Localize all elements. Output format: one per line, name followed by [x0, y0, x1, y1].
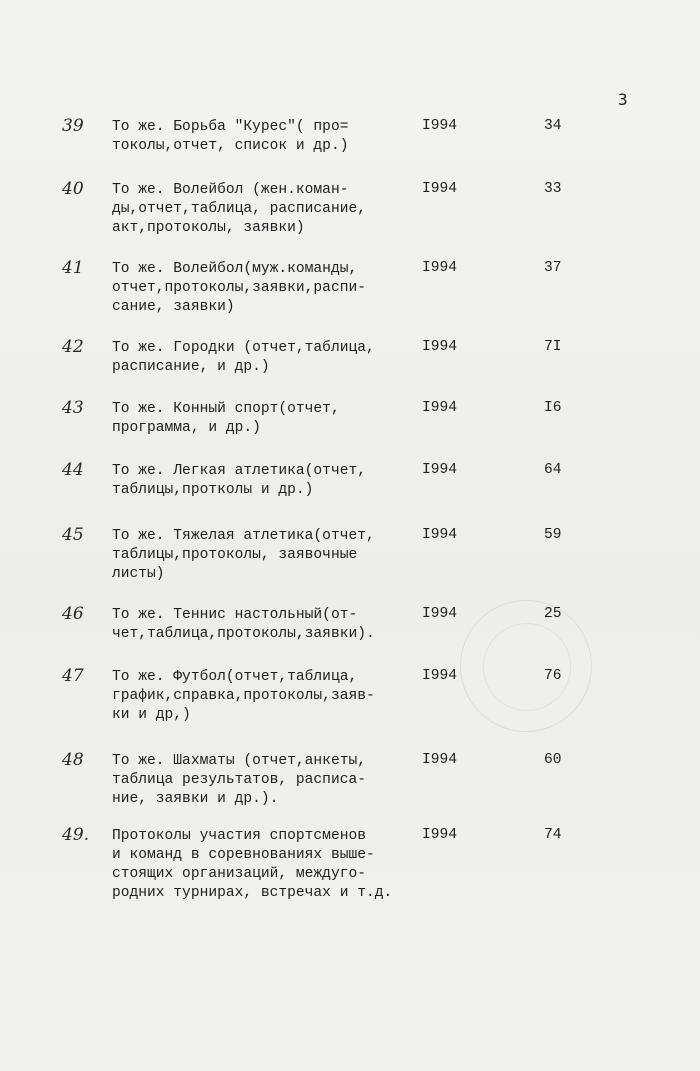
description-line: отчет,протоколы,заявки,распи-: [112, 280, 366, 296]
description-line: ние, заявки и др.).: [112, 791, 279, 807]
entry-year: I994: [422, 400, 458, 416]
entry-number: 46: [62, 604, 84, 624]
description-line: сание, заявки): [112, 299, 235, 315]
entry-sheet-count: 34: [544, 118, 562, 134]
description-line: и команд в соревнованиях выше-: [112, 847, 375, 863]
description-line: программа, и др.): [112, 420, 261, 436]
description-line: токолы,отчет, список и др.): [112, 138, 349, 154]
entry-number: 40: [62, 179, 84, 199]
entry-year: I994: [422, 527, 458, 543]
entry-description: [112, 752, 412, 809]
entry-description: [112, 827, 412, 903]
entry-description: [112, 527, 412, 584]
entry-number: 47: [62, 666, 84, 686]
entry-sheet-count: 60: [544, 752, 562, 768]
entry-sheet-count: 59: [544, 527, 562, 543]
entry-number: 39: [62, 116, 84, 136]
entry-year: I994: [422, 827, 458, 843]
entry-number: 49.: [62, 825, 90, 845]
description-line: график,справка,протоколы,заяв-: [112, 688, 375, 704]
description-line: То же. Шахматы (отчет,анкеты,: [112, 753, 366, 769]
description-line: таблицы,протоколы, заявочные: [112, 547, 358, 563]
entry-number: 48: [62, 750, 84, 770]
description-line: расписание, и др.): [112, 359, 270, 375]
description-line: акт,протоколы, заявки): [112, 220, 305, 236]
description-line: стоящих организаций, междуго-: [112, 866, 366, 882]
entry-sheet-count: 7I: [544, 339, 562, 355]
entry-sheet-count: 33: [544, 181, 562, 197]
entry-description: [112, 118, 412, 156]
entry-year: I994: [422, 606, 458, 622]
entry-number: 42: [62, 337, 84, 357]
entry-number: 43: [62, 398, 84, 418]
entry-description: [112, 339, 412, 377]
description-line: То же. Борьба "Курес"( про=: [112, 119, 349, 135]
description-line: То же. Конный спорт(отчет,: [112, 401, 340, 417]
entry-description: [112, 606, 412, 644]
description-line: чет,таблица,протоколы,заявки).: [112, 626, 375, 642]
entry-description: [112, 400, 412, 438]
entry-sheet-count: 74: [544, 827, 562, 843]
entry-year: I994: [422, 118, 458, 134]
entry-number: 44: [62, 460, 84, 480]
entry-year: I994: [422, 181, 458, 197]
description-line: То же. Волейбол(муж.команды,: [112, 261, 358, 277]
description-line: ки и др,): [112, 707, 191, 723]
description-line: То же. Волейбол (жен.коман-: [112, 182, 349, 198]
entry-sheet-count: 76: [544, 668, 562, 684]
entry-year: I994: [422, 339, 458, 355]
entry-sheet-count: 37: [544, 260, 562, 276]
entry-description: [112, 668, 412, 725]
description-line: То же. Теннис настольный(от-: [112, 607, 358, 623]
entry-year: I994: [422, 752, 458, 768]
description-line: таблицы,проткoлы и др.): [112, 482, 314, 498]
description-line: Протоколы участия спортсменов: [112, 828, 366, 844]
description-line: родних турнирах, встречах и т.д.: [112, 885, 393, 901]
entry-sheet-count: I6: [544, 400, 562, 416]
entry-sheet-count: 25: [544, 606, 562, 622]
description-line: То же. Футбол(отчет,таблица,: [112, 669, 358, 685]
entry-sheet-count: 64: [544, 462, 562, 478]
description-line: То же. Тяжелая атлетика(отчет,: [112, 528, 375, 544]
description-line: ды,отчет,таблица, расписание,: [112, 201, 366, 217]
entry-description: [112, 462, 412, 500]
entry-description: [112, 260, 412, 317]
entry-number: 45: [62, 525, 84, 545]
entry-year: I994: [422, 260, 458, 276]
description-line: таблица результатов, расписа-: [112, 772, 366, 788]
page-number: 3: [618, 90, 628, 109]
description-line: То же. Легкая атлетика(отчет,: [112, 463, 366, 479]
entry-description: [112, 181, 412, 238]
description-line: листы): [112, 566, 165, 582]
faint-stamp-seal: [460, 600, 592, 732]
entry-number: 41: [62, 258, 84, 278]
description-line: То же. Городки (отчет,таблица,: [112, 340, 375, 356]
entry-year: I994: [422, 462, 458, 478]
entry-year: I994: [422, 668, 458, 684]
faint-stamp-inner-ring: [483, 623, 571, 711]
